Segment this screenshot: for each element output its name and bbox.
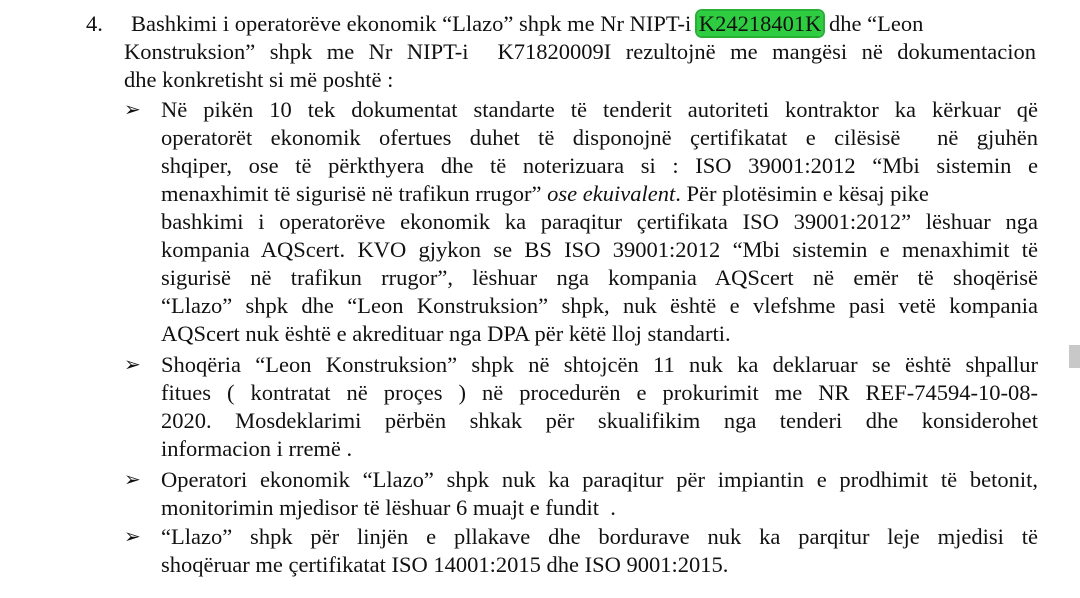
intro-text-1: Bashkimi i operatorëve ekonomik “Llazo” shpk me Nr NIPT-i [131, 11, 697, 36]
bullet-1-line-2: operatorët ekonomik ofertues duhet të disponojnë çertifikatat e cilësisë në gjuhën [161, 125, 1038, 150]
bullet-1-line-6: kompania AQScert. KVO gjykon se BS ISO 39001:2012 “Mbi sistemin e menaxhimit të [161, 237, 1038, 262]
intro-line-2: Konstruksion” shpk me Nr NIPT-i K71820009I rezultojnë me mangësi në dokumentacion [124, 39, 1036, 64]
bullet-1-italic: ose ekuivalent [547, 181, 676, 206]
bullet-2-line-4: informacion i rremë . [161, 436, 353, 461]
bullet-1-line-5: bashkimi i operatorëve ekonomik ka paraqitur çertifikata ISO 39001:2012” lëshuar nga [161, 209, 1038, 234]
bullet-1-line-4 [161, 180, 929, 208]
bullet-arrow-icon: ➢ [124, 99, 141, 121]
bullet-arrow-icon: ➢ [124, 526, 141, 548]
bullet-2-line-2: fitues ( kontratat në proçes ) në procedurën e prokurimit me NR REF-74594-10-08- [161, 380, 1038, 405]
scrollbar-thumb[interactable] [1069, 345, 1080, 368]
bullet-4-line-2: shoqëruar me çertifikatat ISO 14001:2015 dhe ISO 9001:2015. [161, 552, 729, 577]
bullet-4-line-1: “Llazo” shpk për linjën e pllakave dhe bordurave nuk ka parqitur leje mjedisi të [161, 524, 1038, 549]
bullet-1-line-4-post: . Për plotësimin e kësaj pike [675, 181, 929, 206]
bullet-1-line-7: sigurisë në trafikun rrugor”, lëshuar nga kompania AQScert në emër të shoqërisë [161, 265, 1038, 290]
bullet-1-line-9: AQScert nuk është e akredituar nga DPA për këtë lloj standarti. [161, 321, 731, 346]
highlighted-nipt[interactable]: K24218401K [698, 11, 822, 36]
intro-line-1 [131, 10, 923, 38]
bullet-arrow-icon: ➢ [124, 354, 141, 376]
bullet-2-line-3: 2020. Mosdeklarimi përbën shkak për skualifikim nga tenderi dhe konsiderohet [161, 408, 1038, 433]
intro-text-1b: dhe “Leon [823, 11, 924, 36]
bullet-1-line-8: “Llazo” shpk dhe “Leon Konstruksion” shpk, nuk është e vlefshme pasi vetë kompania [161, 293, 1038, 318]
bullet-arrow-icon: ➢ [124, 469, 141, 491]
bullet-1-line-3: shqiper, ose të përkthyera dhe të noterizuara si : ISO 39001:2012 “Mbi sistemin e [161, 153, 1038, 178]
item-number: 4. [86, 11, 103, 36]
bullet-2-line-1: Shoqëria “Leon Konstruksion” shpk në shtojcën 11 nuk ka deklaruar se është shpallur [161, 352, 1038, 377]
bullet-3-line-1: Operatori ekonomik “Llazo” shpk nuk ka paraqitur për impiantin e prodhimit të betonit, [161, 467, 1038, 492]
bullet-1-line-4-pre: menaxhimit të sigurisë në trafikun rrugor” [161, 181, 548, 206]
intro-line-3: dhe konkretisht si më poshtë : [124, 67, 394, 92]
bullet-3-line-2: monitorimin mjedisor të lëshuar 6 muajt e fundit . [161, 495, 616, 520]
bullet-1-line-1: Në pikën 10 tek dokumentat standarte të tenderit autoriteti kontraktor ka kërkuar që [161, 97, 1038, 122]
